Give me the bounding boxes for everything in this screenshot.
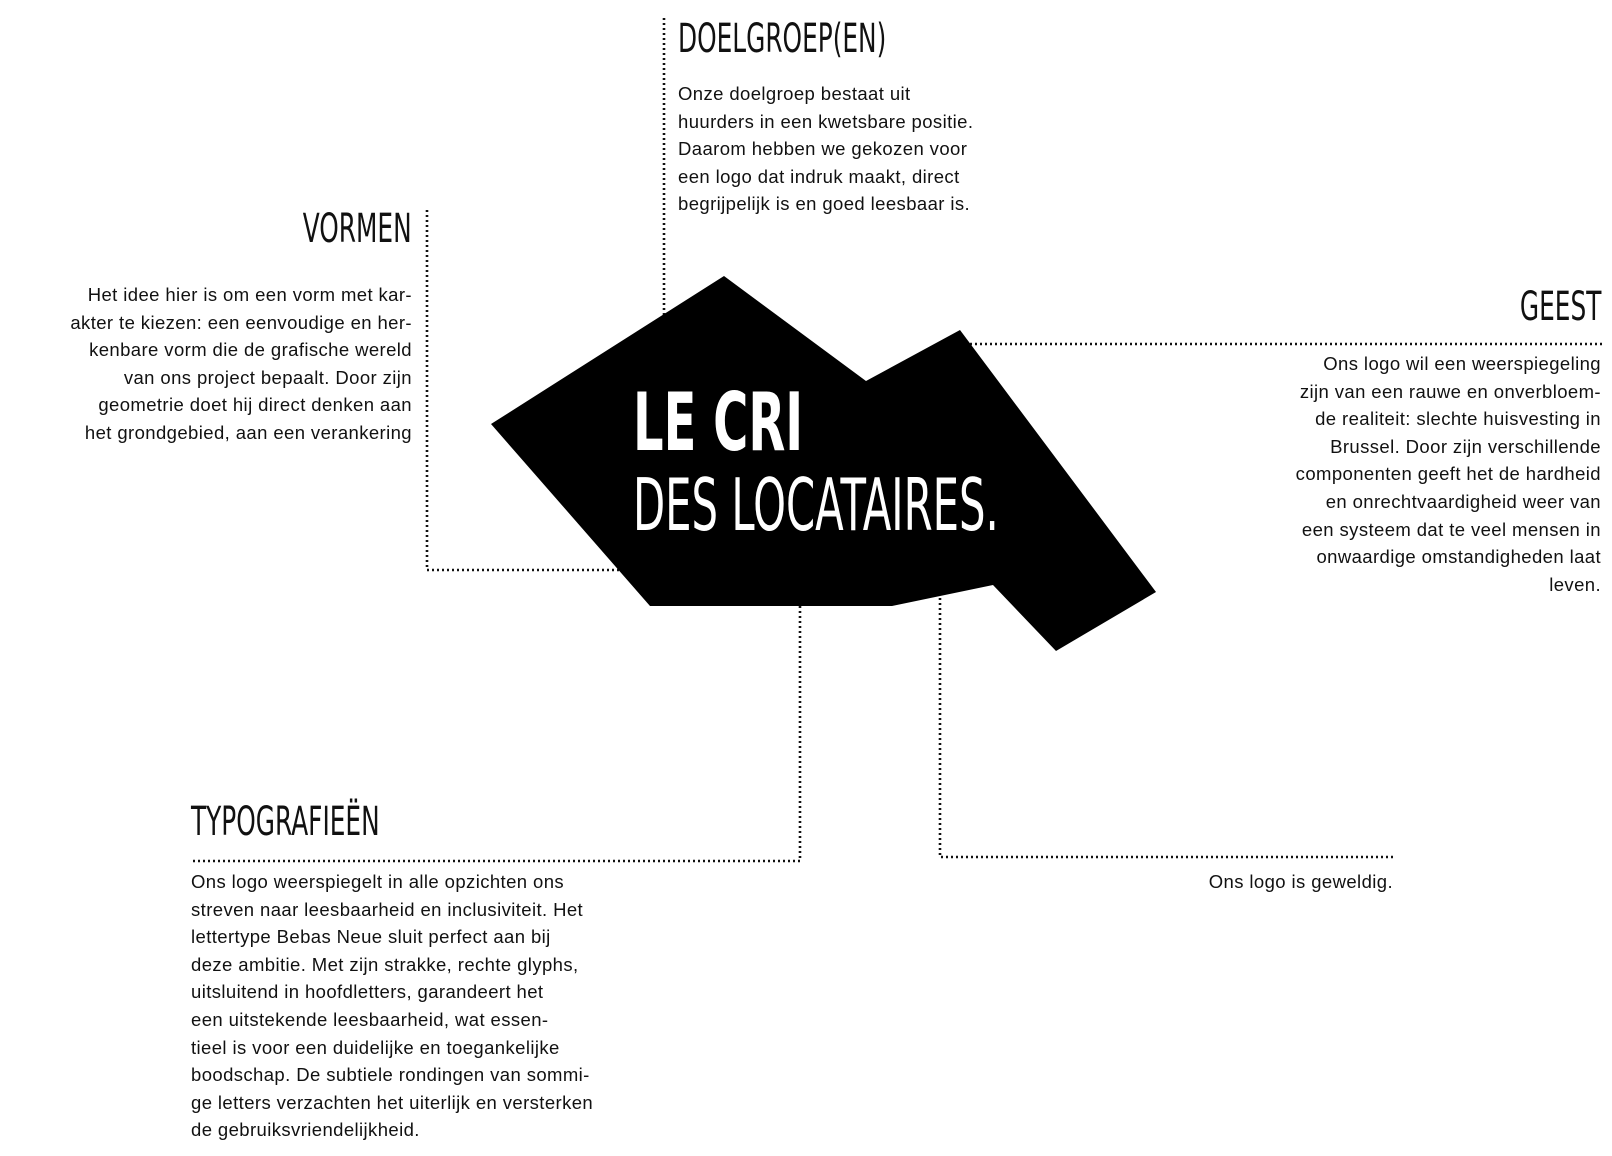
geest-line: componenten geeft het de hardheid (1295, 463, 1601, 485)
geest-line: een systeem dat te veel mensen in (1301, 518, 1601, 540)
vormen-line: kenbare vorm die de grafische wereld (89, 339, 412, 361)
doelgroepen-line: een logo dat indruk maakt, direct (678, 165, 960, 187)
geest-text (1296, 350, 1601, 598)
vormen-line: van ons project bepaalt. Door zijn (123, 366, 412, 388)
geest-line: zijn van een rauwe en onverbloem- (1299, 380, 1601, 402)
vormen-line: het grondgebied, aan een verankering (84, 421, 412, 443)
extra-line: Ons logo is geweldig. (1208, 871, 1393, 892)
geest-line: onwaardige omstandigheden laat (1316, 546, 1601, 568)
typografieen-line: boodschap. De subtiele rondingen van sommi- (191, 1064, 590, 1086)
geest-line: Ons logo wil een weerspiegeling (1323, 353, 1601, 374)
geest-line: en onrechtvaardigheid weer van (1325, 490, 1601, 512)
typografieen-line: Ons logo weerspiegelt in alle opzichten ons (191, 871, 565, 892)
doelgroepen-text (678, 80, 973, 218)
doelgroepen-line: huurders in een kwetsbare positie. (678, 110, 974, 132)
connector-extra (940, 598, 1393, 857)
typografieen-line: uitsluitend in hoofdletters, garandeert het (191, 981, 544, 1003)
doelgroepen-heading: DOELGROEP(EN) (678, 16, 887, 62)
typografieen-heading: TYPOGRAFIEËN (191, 799, 380, 845)
extra-text (1209, 868, 1393, 896)
typografieen-line: deze ambitie. Met zijn strakke, rechte glyphs, (191, 953, 579, 975)
typografieen-line: ge letters verzachten het uiterlijk en versterken (191, 1091, 594, 1113)
vormen-line: Het idee hier is om een vorm met kar- (87, 284, 412, 305)
typografieen-text (191, 868, 593, 1144)
doelgroepen-line: Daarom hebben we gekozen voor (678, 138, 968, 160)
geest-line: de realiteit: slechte huisvesting in (1315, 408, 1601, 430)
typografieen-line: tieel is voor een duidelijke en toegankelijke (191, 1036, 560, 1058)
vormen-line: geometrie doet hij direct denken aan (98, 394, 412, 416)
doelgroepen-line: begrijpelijk is en goed leesbaar is. (678, 193, 971, 215)
vormen-text (70, 281, 412, 447)
doelgroepen-line: Onze doelgroep bestaat uit (678, 83, 911, 104)
typografieen-line: lettertype Bebas Neue sluit perfect aan bij (191, 926, 551, 948)
logo-title-line1: LE CRI (633, 376, 804, 469)
typografieen-line: een uitstekende leesbaarheid, wat essen- (191, 1008, 549, 1030)
typografieen-line: streven naar leesbaarheid en inclusiviteit. Het (191, 898, 584, 920)
geest-line: Brussel. Door zijn verschillende (1330, 435, 1601, 457)
geest-heading: GEEST (1519, 284, 1601, 330)
vormen-heading: VORMEN (303, 206, 412, 252)
logo-title-line2: DES LOCATAIRES. (633, 463, 999, 547)
typografieen-line: de gebruiksvriendelijkheid. (191, 1119, 420, 1141)
vormen-line: akter te kiezen: een eenvoudige en her- (70, 311, 412, 333)
geest-line: leven. (1549, 573, 1601, 595)
